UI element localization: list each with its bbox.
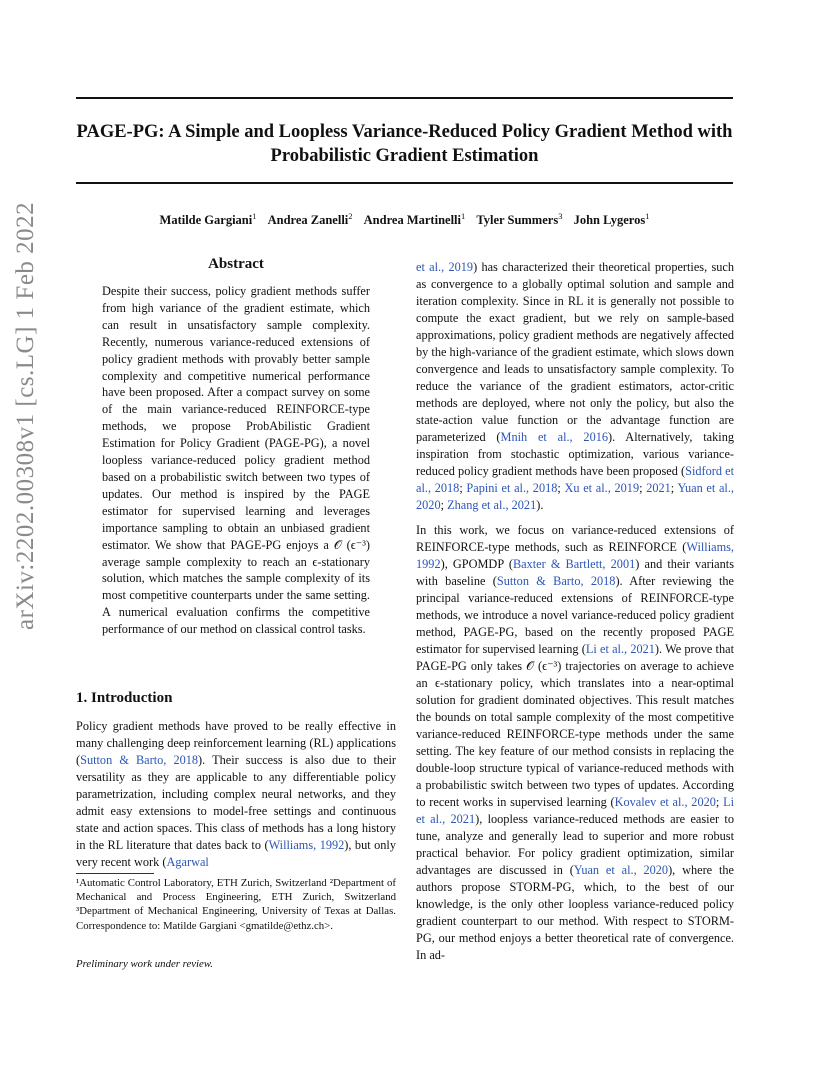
author-list	[76, 211, 733, 228]
body-paragraph: In this work, we focus on variance-reduced extensions of REINFORCE-type methods, such as REINFORCE (Williams, 1992), GPOMDP (Baxter & Bartlett, 2001) and their variants with baseline (Sutton & Barto, 2018). After reviewing the principal variance-reduced extensions of REINFORCE-type methods, we introduce a novel variance-reduced policy gradient method, PAGE-PG, based on the recently proposed PAGE estimator for supervised learning (Li et al., 2021). We prove that PAGE-PG only takes 𝒪 (ϵ⁻³) trajectories on average to achieve an ϵ-stationary policy, which translates into a near-optimal solution for gradient dominated objectives. This result matches the bounds on total sample complexity of the most competitive variance-reduced REINFORCE-type methods under the same setting. The key feature of our method consists in replacing the double-loop structure typical of variance-reduced methods with a probabilistic switch between two types of updates. According to recent works in supervised learning (Kovalev et al., 2020; Li et al., 2021), loopless variance-reduced methods are easier to tune, analyze and generally lead to superior and more robust practical behavior. For policy gradient optimization, similar advantages are discussed in (Yuan et al., 2020), where the authors propose STORM-PG, which, to the best of our knowledge, is the only other loopless variance-reduced policy gradient counterpart to our method. With respect to STORM-PG, our method enjoys a better theoretical rate of convergence. In ad-	[416, 523, 734, 962]
author: Andrea Zanelli$^2$	[267, 211, 353, 228]
citation-link[interactable]: Xu et al., 2019	[564, 481, 640, 495]
citation-link[interactable]: Zhang et al., 2021	[447, 498, 537, 512]
citation-link[interactable]: Yuan et al., 2020	[573, 863, 669, 877]
author: Tyler Summers$^3$	[476, 211, 563, 228]
citation-link[interactable]: Agarwal	[166, 855, 209, 869]
abstract-heading: Abstract	[208, 256, 264, 272]
citation-link[interactable]: Sidford et al., 2018	[416, 464, 735, 495]
citation-link[interactable]: Williams, 1992	[268, 838, 345, 852]
citation-link[interactable]: Li et al., 2021	[585, 642, 655, 656]
preliminary-note: Preliminary work under review.	[76, 958, 213, 970]
affiliations-footnote: ¹Automatic Control Laboratory, ETH Zurich, Switzerland ²Department of Mechanical and Process Engineering, ETH Zurich, Switzerland ³Department of Mechanical Engineering, University of Texas at Dallas. Correspondence to: Matilde Gargiani <gmatilde@ethz.ch>.	[76, 877, 396, 932]
abstract-text: Despite their success, policy gradient methods suffer from high variance of the gradient estimate, which can result in unsatisfactory sample complexity. Recently, numerous variance-reduced extensions of policy gradient methods with provably better sample complexity and competitive numerical performance have been proposed. After a compact survey on some of the main variance-reduced REINFORCE-type methods, we propose ProbAbilistic Gradient Estimation for Policy Gradient (PAGE-PG), a novel loopless variance-reduced policy gradient method based on a probabilistic switch between two types of updates. Our method is inspired by the PAGE estimator for supervised learning and leverages importance sampling to obtain an unbiased gradient estimator. We show that PAGE-PG enjoys a 𝒪 (ϵ⁻³) average sample complexity to reach an ϵ-stationary solution, which matches the sample complexity of its most competitive counterparts under the same setting. A numerical evaluation confirms the competitive performance of our method on classical control tasks.	[102, 284, 370, 637]
citation-link[interactable]: Yuan et al., 2020	[416, 481, 734, 512]
right-column	[416, 259, 734, 964]
author: John Lygeros$^1$	[573, 211, 650, 228]
citation-link[interactable]: Sutton & Barto, 2018	[496, 574, 616, 588]
paper-title: PAGE-PG: A Simple and Loopless Variance-Reduced Policy Gradient Method with Probabilistic Gradient Estimation	[76, 122, 733, 166]
body-paragraph: et al., 2019) has characterized their theoretical properties, such as convergence to a globally optimal solution and sample and iteration complexity. Since in RL it is generally not possible to compute the exact gradient, but we rely on sample-based approximations, policy gradient methods are negatively affected by the high-variance of the gradient estimate, which slows down convergence and leads to unsatisfactory sample complexity. To reduce the variance of the gradient estimators, actor-critic methods are deployed, where not only the policy, but also the state-action value function or the advantage function are parameterized (Mnih et al., 2016). Alternatively, taking inspiration from stochastic optimization, various variance-reduced policy gradient methods have been proposed (Sidford et al., 2018; Papini et al., 2018; Xu et al., 2019; 2021; Yuan et al., 2020; Zhang et al., 2021).	[416, 260, 735, 512]
footnote-rule	[76, 873, 154, 874]
title-rule-top	[76, 97, 733, 99]
citation-link[interactable]: Sutton & Barto, 2018	[80, 753, 199, 767]
title-rule-bottom	[76, 182, 733, 184]
arxiv-identifier-text: arXiv:2202.00308v1 [cs.LG] 1 Feb 2022	[12, 201, 39, 630]
citation-link[interactable]: Kovalev et al., 2020	[614, 795, 716, 809]
citation-link[interactable]: Baxter & Bartlett, 2001	[512, 557, 636, 571]
citation-link[interactable]: Li et al., 2021	[416, 795, 734, 826]
citation-link[interactable]: Williams, 1992	[416, 540, 734, 571]
section-heading: 1. Introduction	[76, 690, 173, 706]
author: Andrea Martinelli$^1$	[363, 211, 466, 228]
citation-link[interactable]: et al., 2019	[416, 260, 474, 274]
citation-link[interactable]: Mnih et al., 2016	[500, 430, 609, 444]
intro-paragraph: Policy gradient methods have proved to be really effective in many challenging deep reinforcement learning (RL) applications (Sutton & Barto, 2018). Their success is also due to their versatility as they are applicable to any differentiable policy parametrization, including complex neural networks, and they admit easy extensions to model-free settings and continuous state and action spaces. This class of methods has a long history in the RL literature that dates back to (Williams, 1992), but only very recent work (Agarwal	[76, 719, 396, 869]
citation-link[interactable]: 2021	[646, 481, 671, 495]
author: Matilde Gargiani$^1$	[159, 211, 257, 228]
left-column	[76, 256, 396, 638]
citation-link[interactable]: Papini et al., 2018	[466, 481, 558, 495]
